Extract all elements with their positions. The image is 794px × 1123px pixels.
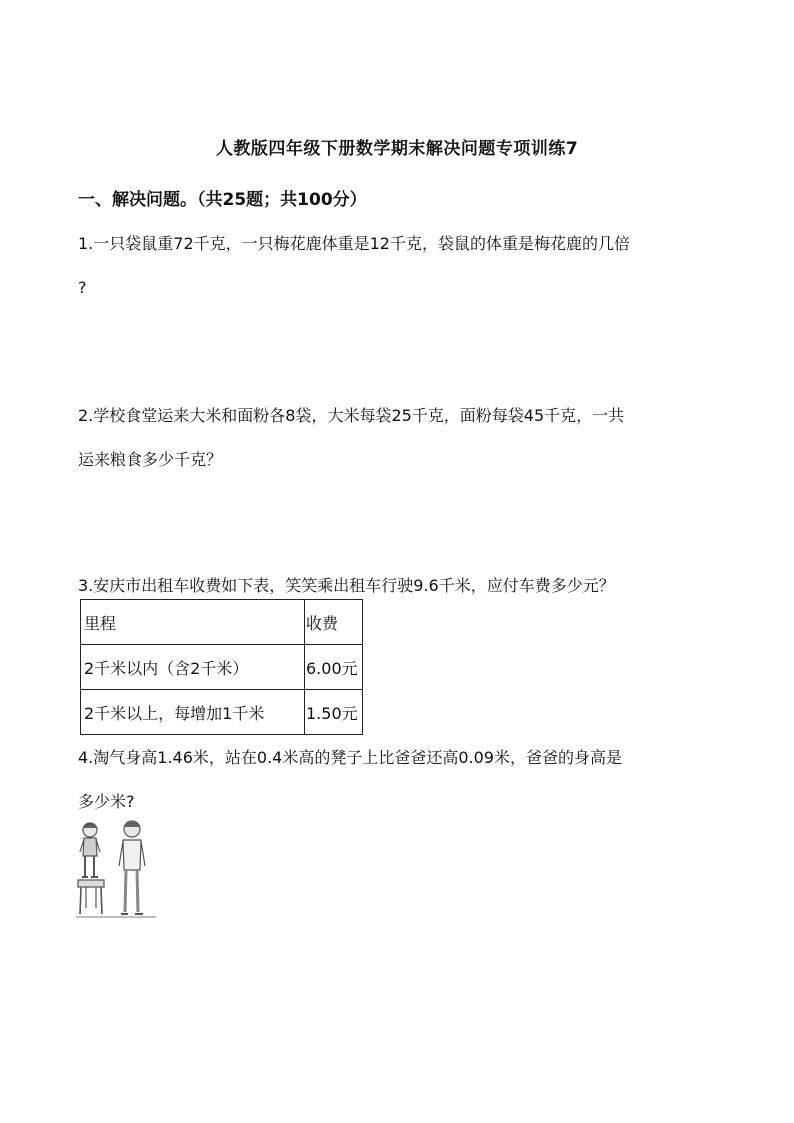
table-header-fare: 收费 (305, 600, 363, 645)
section-heading: 一、解决问题。（共25题；共100分） (78, 190, 367, 210)
table-cell-distance: 2千米以内（含2千米） (81, 645, 305, 690)
table-cell-fare: 1.50元 (305, 690, 363, 735)
question-4-line-1: 4.淘气身高1.46米，站在0.4米高的凳子上比爸爸还高0.09米，爸爸的身高是 (78, 748, 622, 767)
table-cell-fare: 6.00元 (305, 645, 363, 690)
table-row (81, 645, 363, 690)
question-1-line-1: 1.一只袋鼠重72千克，一只梅花鹿体重是12千克，袋鼠的体重是梅花鹿的几倍 (78, 234, 630, 253)
question-2-line-2: 运来粮食多少千克？ (78, 450, 223, 469)
table-cell-distance: 2千米以上，每增加1千米 (81, 690, 305, 735)
question-1 (78, 222, 728, 310)
question-4 (78, 736, 728, 824)
boy-on-stool-and-father-illustration (76, 818, 158, 922)
question-2-line-1: 2.学校食堂运来大米和面粉各8袋，大米每袋25千克，面粉每袋45千克，一共 (78, 406, 625, 425)
question-4-line-2: 多少米? (78, 792, 135, 811)
table-header-distance: 里程 (81, 600, 305, 645)
taxi-fare-table (80, 599, 363, 735)
table-row (81, 690, 363, 735)
question-1-line-2: ? (78, 278, 87, 297)
question-2 (78, 394, 728, 482)
table-header-row (81, 600, 363, 645)
document-title: 人教版四年级下册数学期末解决问题专项训练7 (215, 139, 579, 159)
question-3-line-1: 3.安庆市出租车收费如下表，笑笑乘出租车行驶9.6千米，应付车费多少元？ (78, 576, 615, 595)
